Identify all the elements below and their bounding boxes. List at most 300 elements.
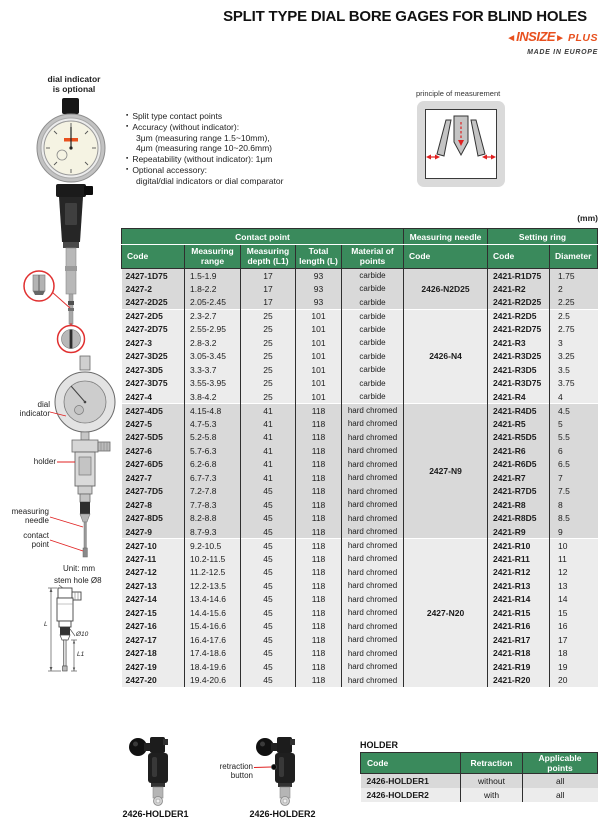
cell-measuring-depth: 41 (241, 471, 296, 485)
cell-setting-ring-code: 2421-R5 (488, 417, 550, 431)
retraction-button-icon (271, 764, 276, 769)
cell-setting-ring-code: 2421-R6D5 (488, 458, 550, 472)
cell-diameter: 14 (550, 593, 598, 607)
cell-measuring-needle-code: 2426-N4 (404, 309, 488, 404)
table-row (122, 458, 598, 472)
cell-measuring-range: 3.8-4.2 (185, 390, 241, 404)
cell-code: 2427-2D25 (122, 296, 185, 310)
cell-diameter: 2 (550, 282, 598, 296)
cell-total-length: 118 (296, 552, 342, 566)
cell-material: carbide (342, 390, 404, 404)
cell-material: carbide (342, 323, 404, 337)
cell-total-length: 93 (296, 282, 342, 296)
cell-diameter: 2.5 (550, 309, 598, 323)
cell-material: hard chromed (342, 539, 404, 553)
label-measuring-needle: measuring needle (11, 507, 49, 525)
logo-tagline: MADE IN EUROPE (527, 49, 598, 56)
cell-material: hard chromed (342, 512, 404, 526)
cell-material: hard chromed (342, 674, 404, 688)
cell-measuring-range: 19.4-20.6 (185, 674, 241, 688)
cell-total-length: 118 (296, 633, 342, 647)
cell-setting-ring-code: 2421-R4 (488, 390, 550, 404)
cell-setting-ring-code: 2421-R13 (488, 579, 550, 593)
cell-total-length: 118 (296, 458, 342, 472)
cell-applicable-points: all (523, 788, 598, 802)
principle-label: principle of measurement (416, 89, 501, 98)
table-row (122, 282, 598, 296)
cell-code: 2427-3D75 (122, 377, 185, 391)
table-row (122, 485, 598, 499)
cell-setting-ring-code: 2421-R2D75 (488, 323, 550, 337)
cell-measuring-depth: 25 (241, 309, 296, 323)
table-row (122, 606, 598, 620)
cell-setting-ring-code: 2421-R4D5 (488, 404, 550, 418)
cell-material: carbide (342, 363, 404, 377)
cell-setting-ring-code: 2421-R7 (488, 471, 550, 485)
column-header: Retraction (461, 753, 523, 774)
cell-setting-ring-code: 2421-R3D5 (488, 363, 550, 377)
cell-code: 2427-15 (122, 606, 185, 620)
cell-material: hard chromed (342, 485, 404, 499)
cell-measuring-depth: 25 (241, 390, 296, 404)
cell-code: 2427-3 (122, 336, 185, 350)
label-dim-l: L (44, 621, 48, 628)
cell-setting-ring-code: 2421-R14 (488, 593, 550, 607)
cell-measuring-range: 5.7-6.3 (185, 444, 241, 458)
cell-setting-ring-code: 2421-R12 (488, 566, 550, 580)
cell-setting-ring-code: 2421-R2D25 (488, 296, 550, 310)
cell-setting-ring-code: 2421-R8D5 (488, 512, 550, 526)
cell-measuring-range: 1.5-1.9 (185, 269, 241, 283)
cell-measuring-range: 1.8-2.2 (185, 282, 241, 296)
cell-measuring-depth: 41 (241, 404, 296, 418)
cell-material: carbide (342, 282, 404, 296)
cell-measuring-depth: 45 (241, 485, 296, 499)
cell-total-length: 118 (296, 566, 342, 580)
cell-diameter: 13 (550, 579, 598, 593)
column-header: Code (361, 753, 461, 774)
feature-subtext: digital/dial indicators or dial comparator (136, 175, 284, 186)
cell-measuring-range: 14.4-15.6 (185, 606, 241, 620)
cell-measuring-depth: 45 (241, 539, 296, 553)
table-row (122, 674, 598, 688)
table-row (122, 471, 598, 485)
cell-measuring-depth: 45 (241, 525, 296, 539)
cell-diameter: 2.25 (550, 296, 598, 310)
cell-material: hard chromed (342, 647, 404, 661)
cell-measuring-range: 7.2-7.8 (185, 485, 241, 499)
feature-item (126, 165, 283, 176)
cell-diameter: 5.5 (550, 431, 598, 445)
table-row (122, 377, 598, 391)
main-table-group-header-row (122, 229, 598, 245)
cell-material: hard chromed (342, 417, 404, 431)
label-dia10: Ø10 (76, 631, 89, 638)
cell-code: 2427-6 (122, 444, 185, 458)
table-row (122, 539, 598, 553)
cell-total-length: 118 (296, 525, 342, 539)
cell-diameter: 7.5 (550, 485, 598, 499)
cell-material: hard chromed (342, 593, 404, 607)
cell-setting-ring-code: 2421-R7D5 (488, 485, 550, 499)
cell-retraction: with (461, 788, 523, 802)
cell-setting-ring-code: 2421-R20 (488, 674, 550, 688)
table-row (122, 309, 598, 323)
label-stem-hole: stem hole Ø8 (54, 576, 102, 585)
cell-total-length: 101 (296, 309, 342, 323)
cell-code: 2427-8D5 (122, 512, 185, 526)
cell-applicable-points: all (523, 774, 598, 788)
cell-measuring-range: 4.7-5.3 (185, 417, 241, 431)
holder2-code-label: 2426-HOLDER2 (249, 809, 316, 819)
cell-code: 2427-11 (122, 552, 185, 566)
principle-diagram-graphic (426, 110, 496, 176)
main-table-head (122, 229, 598, 269)
main-table-body (122, 269, 598, 688)
cell-measuring-depth: 45 (241, 498, 296, 512)
cell-measuring-depth: 25 (241, 323, 296, 337)
cell-measuring-depth: 45 (241, 552, 296, 566)
table-row (122, 269, 598, 283)
cell-measuring-depth: 45 (241, 620, 296, 634)
cell-measuring-range: 2.05-2.45 (185, 296, 241, 310)
cell-total-length: 118 (296, 471, 342, 485)
cell-code: 2427-3D25 (122, 350, 185, 364)
cell-material: hard chromed (342, 660, 404, 674)
feature-text: Optional accessory: (132, 164, 207, 175)
table-row (122, 350, 598, 364)
holder-table-body (361, 774, 598, 802)
cell-material: hard chromed (342, 579, 404, 593)
cell-measuring-range: 10.2-11.5 (185, 552, 241, 566)
cell-code: 2427-5D5 (122, 431, 185, 445)
cell-measuring-range: 4.15-4.8 (185, 404, 241, 418)
cell-total-length: 118 (296, 404, 342, 418)
cell-material: hard chromed (342, 606, 404, 620)
cell-total-length: 118 (296, 485, 342, 499)
cell-total-length: 118 (296, 647, 342, 661)
cell-material: hard chromed (342, 431, 404, 445)
cell-setting-ring-code: 2421-R19 (488, 660, 550, 674)
dial-note-line1: dial indicator (47, 74, 101, 84)
cell-measuring-depth: 45 (241, 512, 296, 526)
table-row (122, 417, 598, 431)
main-table (121, 228, 598, 687)
cell-material: hard chromed (342, 525, 404, 539)
cell-material: hard chromed (342, 444, 404, 458)
cell-measuring-depth: 17 (241, 269, 296, 283)
cell-measuring-range: 17.4-18.6 (185, 647, 241, 661)
cell-total-length: 101 (296, 377, 342, 391)
cell-total-length: 118 (296, 539, 342, 553)
column-header: Diameter (550, 245, 598, 269)
cell-measuring-needle-code: 2426-N2D25 (404, 269, 488, 310)
cell-measuring-range: 2.3-2.7 (185, 309, 241, 323)
cell-diameter: 9 (550, 525, 598, 539)
cell-diameter: 8 (550, 498, 598, 512)
label-unit: Unit: mm (63, 564, 95, 573)
cell-code: 2427-2D5 (122, 309, 185, 323)
cell-measuring-depth: 17 (241, 296, 296, 310)
cell-material: hard chromed (342, 566, 404, 580)
logo-line (506, 30, 598, 45)
cell-code: 2427-5 (122, 417, 185, 431)
cell-code: 2427-8 (122, 498, 185, 512)
cell-setting-ring-code: 2421-R15 (488, 606, 550, 620)
cell-diameter: 3.75 (550, 377, 598, 391)
feature-text: Accuracy (without indicator): (132, 121, 240, 132)
cell-code: 2427-2 (122, 282, 185, 296)
cell-total-length: 101 (296, 323, 342, 337)
cell-setting-ring-code: 2421-R16 (488, 620, 550, 634)
cell-code: 2427-4D5 (122, 404, 185, 418)
holder-table (360, 752, 598, 802)
cell-code: 2427-3D5 (122, 363, 185, 377)
dial-note-line2: is optional (52, 84, 96, 94)
cell-total-length: 118 (296, 431, 342, 445)
cell-diameter: 6.5 (550, 458, 598, 472)
feature-item (126, 111, 283, 122)
cell-total-length: 118 (296, 444, 342, 458)
cell-measuring-depth: 45 (241, 674, 296, 688)
cell-material: hard chromed (342, 471, 404, 485)
cell-diameter: 3.5 (550, 363, 598, 377)
cell-material: carbide (342, 336, 404, 350)
column-group-header: Contact point (122, 229, 404, 245)
cell-measuring-range: 3.3-3.7 (185, 363, 241, 377)
cell-diameter: 1.75 (550, 269, 598, 283)
cell-diameter: 12 (550, 566, 598, 580)
bullet-icon: ▪ (126, 165, 129, 173)
cell-material: carbide (342, 377, 404, 391)
cell-code: 2427-10 (122, 539, 185, 553)
cell-measuring-range: 16.4-17.6 (185, 633, 241, 647)
cell-setting-ring-code: 2421-R9 (488, 525, 550, 539)
cell-material: carbide (342, 269, 404, 283)
principle-diagram (417, 101, 505, 187)
table-row (122, 525, 598, 539)
table-row (122, 552, 598, 566)
cell-measuring-depth: 41 (241, 458, 296, 472)
cell-setting-ring-code: 2421-R3D75 (488, 377, 550, 391)
table-row (122, 512, 598, 526)
cell-measuring-range: 13.4-14.6 (185, 593, 241, 607)
logo-brand-text: INSIZE (516, 29, 556, 44)
cell-diameter: 10 (550, 539, 598, 553)
table-row (122, 647, 598, 661)
cell-code: 2427-9 (122, 525, 185, 539)
cell-measuring-range: 8.2-8.8 (185, 512, 241, 526)
cell-diameter: 17 (550, 633, 598, 647)
dimension-drawing (45, 583, 105, 678)
feature-subtext: 3μm (measuring range 1.5~10mm), (136, 132, 270, 143)
cell-total-length: 101 (296, 390, 342, 404)
cell-setting-ring-code: 2421-R10 (488, 539, 550, 553)
cell-diameter: 19 (550, 660, 598, 674)
cell-setting-ring-code: 2421-R2D5 (488, 309, 550, 323)
column-header: Measuring range (185, 245, 241, 269)
cell-measuring-depth: 45 (241, 566, 296, 580)
cell-diameter: 5 (550, 417, 598, 431)
cell-material: carbide (342, 296, 404, 310)
cell-diameter: 6 (550, 444, 598, 458)
cell-setting-ring-code: 2421-R1D75 (488, 269, 550, 283)
logo-right-arrow-icon: ► (555, 33, 565, 44)
cell-code: 2427-16 (122, 620, 185, 634)
cell-code: 2427-6D5 (122, 458, 185, 472)
cell-measuring-depth: 41 (241, 417, 296, 431)
feature-text: Repeatability (without indicator): 1μm (132, 154, 273, 165)
cell-code: 2427-13 (122, 579, 185, 593)
cell-code: 2427-17 (122, 633, 185, 647)
cell-diameter: 20 (550, 674, 598, 688)
cell-measuring-range: 9.2-10.5 (185, 539, 241, 553)
cell-measuring-needle-code: 2427-N9 (404, 404, 488, 539)
cell-diameter: 3 (550, 336, 598, 350)
table-row (122, 444, 598, 458)
cell-code: 2427-4 (122, 390, 185, 404)
cell-diameter: 4 (550, 390, 598, 404)
cell-measuring-depth: 45 (241, 660, 296, 674)
holder1-photo (125, 733, 185, 807)
cell-measuring-depth: 25 (241, 377, 296, 391)
cell-measuring-depth: 41 (241, 431, 296, 445)
cell-setting-ring-code: 2421-R11 (488, 552, 550, 566)
cell-total-length: 118 (296, 593, 342, 607)
cell-code: 2427-19 (122, 660, 185, 674)
label-dim-l1: L1 (77, 651, 85, 658)
cell-total-length: 118 (296, 620, 342, 634)
bullet-icon: ▪ (126, 122, 129, 130)
bullet-icon: ▪ (126, 155, 129, 163)
table-row (122, 566, 598, 580)
feature-list (126, 111, 283, 187)
cell-material: hard chromed (342, 458, 404, 472)
main-table-header-row (122, 245, 598, 269)
feature-text: Split type contact points (132, 111, 223, 121)
cell-measuring-range: 7.7-8.3 (185, 498, 241, 512)
feature-item (126, 122, 283, 133)
cell-total-length: 118 (296, 498, 342, 512)
dial-optional-note (18, 74, 130, 94)
cell-measuring-range: 18.4-19.6 (185, 660, 241, 674)
cell-measuring-depth: 41 (241, 444, 296, 458)
table-row (122, 431, 598, 445)
cell-code: 2427-7D5 (122, 485, 185, 499)
cell-measuring-range: 5.2-5.8 (185, 431, 241, 445)
cell-code: 2427-7 (122, 471, 185, 485)
cell-measuring-needle-code: 2427-N20 (404, 539, 488, 688)
cell-total-length: 118 (296, 512, 342, 526)
cell-material: hard chromed (342, 498, 404, 512)
cell-measuring-depth: 25 (241, 363, 296, 377)
column-header: Applicable points (523, 753, 598, 774)
feature-item (126, 154, 283, 165)
table-row (122, 593, 598, 607)
cell-measuring-depth: 45 (241, 579, 296, 593)
cell-measuring-range: 3.55-3.95 (185, 377, 241, 391)
holder1-code-label: 2426-HOLDER1 (122, 809, 189, 819)
table-row (122, 498, 598, 512)
cell-measuring-depth: 45 (241, 593, 296, 607)
holder-table-header-row (361, 753, 598, 774)
column-header: Code (488, 245, 550, 269)
cell-diameter: 15 (550, 606, 598, 620)
table-row (361, 788, 598, 802)
cell-code: 2427-2D75 (122, 323, 185, 337)
table-row (122, 620, 598, 634)
table-row (122, 363, 598, 377)
cell-total-length: 118 (296, 674, 342, 688)
cell-material: carbide (342, 309, 404, 323)
cell-material: hard chromed (342, 404, 404, 418)
column-group-header: Measuring needle (404, 229, 488, 245)
table-row (122, 390, 598, 404)
table-row (361, 774, 598, 788)
cell-measuring-depth: 17 (241, 282, 296, 296)
cell-setting-ring-code: 2421-R5D5 (488, 431, 550, 445)
cell-measuring-range: 6.2-6.8 (185, 458, 241, 472)
cell-holder-code: 2426-HOLDER2 (361, 788, 461, 802)
brand-logo (506, 30, 598, 59)
cell-measuring-range: 8.7-9.3 (185, 525, 241, 539)
cell-measuring-range: 15.4-16.6 (185, 620, 241, 634)
logo-left-arrow-icon: ◄ (506, 33, 517, 44)
cell-retraction: without (461, 774, 523, 788)
label-retraction-button: retraction button (219, 762, 253, 780)
cell-diameter: 4.5 (550, 404, 598, 418)
cell-measuring-range: 11.2-12.5 (185, 566, 241, 580)
page-title: SPLIT TYPE DIAL BORE GAGES FOR BLIND HOLES (223, 8, 587, 25)
table-row (122, 323, 598, 337)
cell-total-length: 118 (296, 417, 342, 431)
label-contact-point: contact point (23, 531, 49, 549)
unit-note: (mm) (577, 213, 598, 223)
cell-material: carbide (342, 350, 404, 364)
column-header: Material of points (342, 245, 404, 269)
cell-setting-ring-code: 2421-R3D25 (488, 350, 550, 364)
column-group-header: Setting ring (488, 229, 598, 245)
cell-total-length: 118 (296, 660, 342, 674)
cell-material: hard chromed (342, 620, 404, 634)
cell-total-length: 101 (296, 336, 342, 350)
cell-code: 2427-1D75 (122, 269, 185, 283)
cell-measuring-depth: 45 (241, 633, 296, 647)
cell-measuring-range: 12.2-13.5 (185, 579, 241, 593)
cell-total-length: 118 (296, 606, 342, 620)
cell-total-length: 118 (296, 579, 342, 593)
holder2-photo (252, 733, 312, 807)
cell-total-length: 101 (296, 363, 342, 377)
table-row (122, 579, 598, 593)
cell-setting-ring-code: 2421-R8 (488, 498, 550, 512)
principle-diagram-frame (425, 109, 497, 179)
cell-measuring-depth: 25 (241, 350, 296, 364)
cell-code: 2427-12 (122, 566, 185, 580)
cell-diameter: 8.5 (550, 512, 598, 526)
cell-total-length: 101 (296, 350, 342, 364)
table-row (122, 404, 598, 418)
cell-measuring-depth: 25 (241, 336, 296, 350)
table-row (122, 296, 598, 310)
cell-diameter: 3.25 (550, 350, 598, 364)
table-row (122, 660, 598, 674)
logo-plus-text: PLUS (567, 32, 598, 44)
holder-table-head (361, 753, 598, 774)
feature-subtext: 4μm (measuring range 10~20.6mm) (136, 143, 272, 154)
label-dial-indicator: dial indicator (19, 400, 50, 418)
table-row (122, 336, 598, 350)
